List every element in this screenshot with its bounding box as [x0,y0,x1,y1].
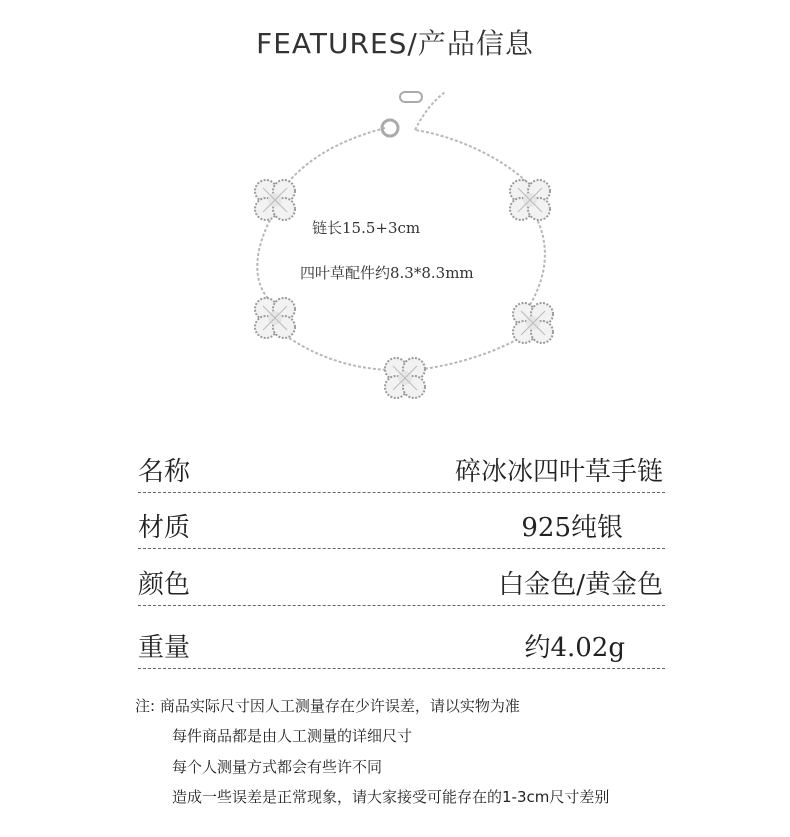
spec-value: 白金色/黄金色 [498,570,663,600]
spec-row-color [138,565,665,606]
note-line: 造成一些误差是正常现象，请大家接受可能存在的1-3cm尺寸差别 [172,788,610,806]
spec-value: 925纯银 [521,513,623,543]
clover-charm [385,358,425,398]
spec-key: 颜色 [138,570,191,600]
page-title: FEATURES/产品信息 [256,27,534,60]
clover-charm [513,303,553,343]
spec-key: 名称 [138,457,191,487]
clover-size-label: 四叶草配件约8.3*8.3mm [300,264,474,282]
bracelet-image [230,60,570,420]
clover-charm [255,298,295,338]
spec-key: 重量 [138,633,191,663]
spec-value: 碎冰冰四叶草手链 [454,457,663,487]
note-line: 注: 商品实际尺寸因人工测量存在少许误差，请以实物为准 [135,697,520,715]
clover-charm [255,180,295,220]
spec-value: 约4.02g [524,633,625,663]
note-line: 每个人测量方式都会有些许不同 [172,758,383,776]
note-line: 每件商品都是由人工测量的详细尺寸 [172,727,413,745]
spec-row-name [138,452,665,493]
spec-key: 材质 [138,513,191,543]
clover-charm [510,180,550,220]
spec-row-material [138,508,665,549]
spec-row-weight [138,628,665,669]
chain-length-label: 链长15.5+3cm [312,219,421,237]
